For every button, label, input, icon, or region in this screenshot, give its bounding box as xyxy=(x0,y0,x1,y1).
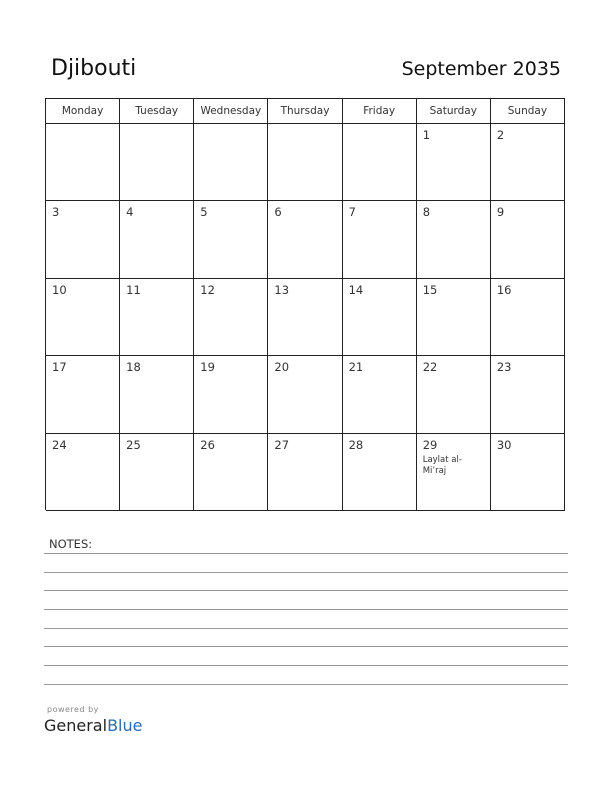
day-cell xyxy=(194,201,268,278)
day-number: 8 xyxy=(422,205,431,220)
day-cell xyxy=(268,356,342,433)
brand-logo xyxy=(44,716,142,735)
day-number: 10 xyxy=(52,282,67,297)
day-cell xyxy=(268,279,342,356)
day-cell xyxy=(120,201,194,278)
weekday-header-sunday: Sunday xyxy=(491,99,565,124)
day-number: 27 xyxy=(274,437,290,452)
brand-logo-general: General xyxy=(44,716,108,735)
calendar-grid xyxy=(45,98,565,510)
day-cell xyxy=(417,201,491,278)
day-number: 28 xyxy=(348,437,364,452)
day-cell xyxy=(120,434,194,511)
day-cell xyxy=(120,124,194,201)
day-cell xyxy=(46,279,120,356)
day-cell xyxy=(194,124,268,201)
day-number: 14 xyxy=(348,282,364,297)
day-number: 11 xyxy=(126,282,141,297)
day-cell xyxy=(491,356,565,433)
notes-line xyxy=(44,646,568,647)
day-cell xyxy=(491,201,565,278)
day-cell xyxy=(343,279,417,356)
day-cell xyxy=(343,124,417,201)
week-row-4 xyxy=(46,356,565,433)
week-row-2 xyxy=(46,201,565,278)
month-year-title: September 2035 xyxy=(401,58,561,80)
weekday-header-saturday: Saturday xyxy=(417,99,491,124)
day-cell xyxy=(417,124,491,201)
day-number: 30 xyxy=(496,437,512,452)
holiday-label: Laylat al-Mi’raj xyxy=(422,454,462,476)
day-number: 13 xyxy=(274,282,290,297)
day-cell xyxy=(417,434,491,511)
notes-line xyxy=(44,665,568,666)
powered-by-text: powered by xyxy=(47,705,99,714)
day-number: 19 xyxy=(200,360,215,375)
day-number: 12 xyxy=(200,282,215,297)
weekday-header-friday: Friday xyxy=(343,99,417,124)
day-number: 16 xyxy=(496,282,512,297)
day-cell xyxy=(343,201,417,278)
day-number: 1 xyxy=(422,128,431,142)
weekday-header-monday: Monday xyxy=(46,99,120,124)
notes-line xyxy=(44,684,568,685)
notes-line xyxy=(44,628,568,629)
day-number: 9 xyxy=(496,205,505,220)
country-title: Djibouti xyxy=(51,56,137,81)
day-number: 2 xyxy=(496,128,505,142)
day-number: 4 xyxy=(126,205,134,220)
day-cell xyxy=(417,356,491,433)
day-cell xyxy=(491,434,565,511)
weekday-header-row xyxy=(46,99,565,124)
notes-line xyxy=(44,572,568,573)
day-number: 15 xyxy=(422,282,438,297)
day-number: 5 xyxy=(200,205,208,220)
day-number: 20 xyxy=(274,360,290,375)
day-cell xyxy=(46,124,120,201)
day-cell xyxy=(46,201,120,278)
week-row-1 xyxy=(46,124,565,201)
day-number: 18 xyxy=(126,360,141,375)
day-cell xyxy=(120,279,194,356)
day-cell xyxy=(46,434,120,511)
weekday-header-tuesday: Tuesday xyxy=(120,99,194,124)
day-number: 21 xyxy=(348,360,364,375)
brand-logo-blue: Blue xyxy=(107,716,143,735)
day-number: 25 xyxy=(126,437,141,452)
day-cell xyxy=(194,434,268,511)
day-number: 17 xyxy=(52,360,67,375)
day-cell xyxy=(194,356,268,433)
notes-line xyxy=(44,590,568,591)
day-number: 22 xyxy=(422,360,438,375)
day-cell xyxy=(268,124,342,201)
day-number: 29 xyxy=(422,437,438,452)
day-number: 23 xyxy=(496,360,512,375)
day-cell xyxy=(268,201,342,278)
week-row-5 xyxy=(46,434,565,511)
weekday-header-thursday: Thursday xyxy=(268,99,342,124)
day-cell xyxy=(491,279,565,356)
day-cell xyxy=(491,124,565,201)
week-row-3 xyxy=(46,279,565,356)
weekday-header-wednesday: Wednesday xyxy=(194,99,268,124)
day-cell xyxy=(343,434,417,511)
day-number: 7 xyxy=(348,205,356,220)
day-cell xyxy=(417,279,491,356)
day-number: 26 xyxy=(200,437,215,452)
day-number: 6 xyxy=(274,205,282,220)
day-number: 24 xyxy=(52,437,67,452)
notes-line xyxy=(44,609,568,610)
day-cell xyxy=(194,279,268,356)
notes-label: NOTES: xyxy=(49,537,93,551)
day-cell xyxy=(343,356,417,433)
day-cell xyxy=(120,356,194,433)
day-number: 3 xyxy=(52,205,60,220)
notes-line xyxy=(44,553,568,554)
day-cell xyxy=(268,434,342,511)
day-cell xyxy=(46,356,120,433)
